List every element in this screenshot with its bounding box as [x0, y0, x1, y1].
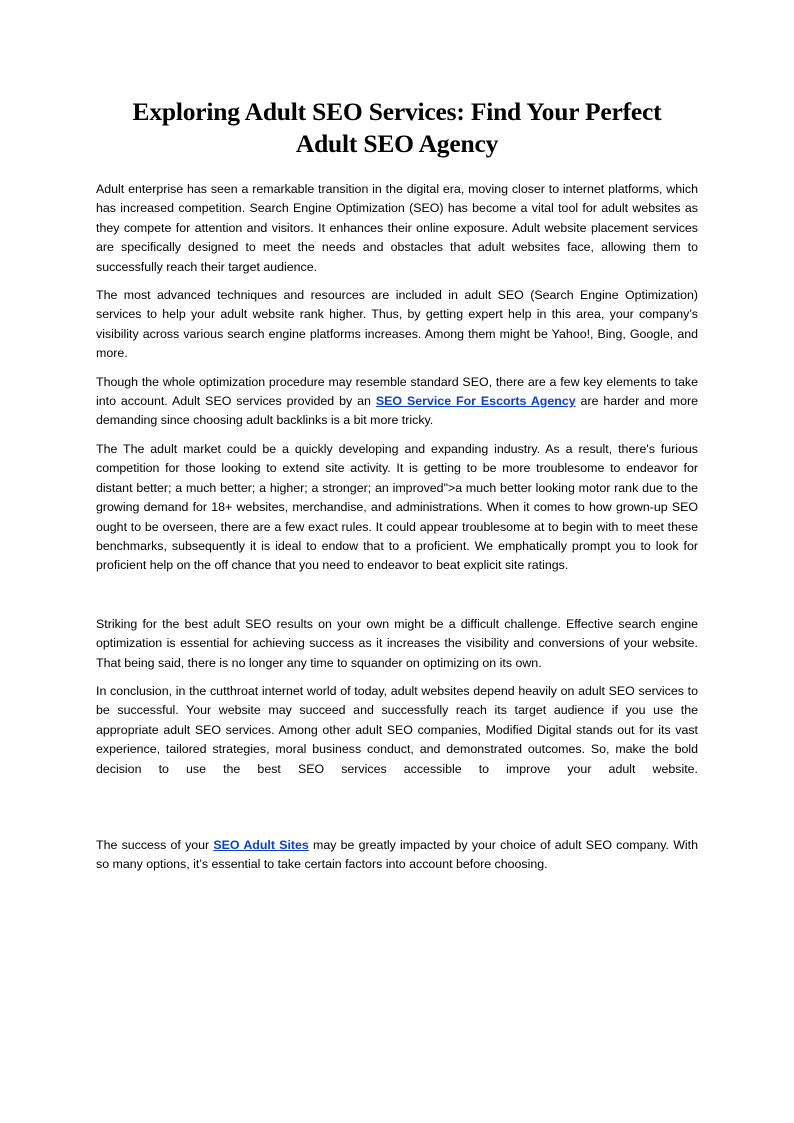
paragraph-success-text-start: The success of your [96, 837, 214, 852]
paragraph-intro: Adult enterprise has seen a remarkable transition in the digital era, moving closer to internet platforms, which has increased competition. Search Engine Optimization (SEO) has become a vital tool for adult websites as they compete for attention and visitors. It enhances their online exposure. Adult website placement services are specifically designed to meet the needs and obstacles that adult websites face, allowing them to successfully reach their target audience. [96, 182, 698, 274]
title-line-2: Adult SEO Agency [295, 129, 499, 158]
paragraph-optimization [96, 373, 698, 431]
paragraph-optimization-text-end: are harder and more demanding since choosing adult backlinks is a bit more tricky. [96, 394, 698, 428]
seo-escorts-agency-link[interactable]: SEO Service For Escorts Agency [375, 394, 576, 409]
paragraph-success [96, 836, 698, 875]
paragraph-success-text-end: may be greatly impacted by your choice of adult SEO company. With so many options, it’s essential to take certain factors into account before choosing. [96, 837, 698, 872]
title-line-1: Exploring Adult SEO Services: Find Your Perfect [132, 97, 662, 126]
paragraph-market: The The adult market could be a quickly developing and expanding industry. As a result, there's furious competition for those looking to extend site activity. It is getting to be more troublesome to endeavor for distant better; a much better; a higher; a stronger; an improved">a much better looking motor rank due to the growing demand for 18+ websites, merchandise, and administrations. When it comes to how grown-up SEO ought to be overseen, there are a few exact rules. It could appear troublesome at to begin with to meet these benchmarks, subsequently it is ideal to endow that to a proficient. We emphatically prompt you to look for proficient help on the off chance that you need to endeavor to beat explicit site ratings. [96, 441, 698, 573]
page-title [96, 96, 698, 160]
paragraph-challenge: Striking for the best adult SEO results on your own might be a difficult challenge. Effective search engine optimization is essential for achieving success as it increases the visibility and conversions of your website. That being said, there is no longer any time to squander on optimizing on its own. [96, 616, 698, 670]
seo-adult-sites-link[interactable]: SEO Adult Sites [213, 837, 309, 852]
spacer [96, 788, 698, 836]
document-page [96, 96, 698, 884]
paragraph-conclusion: In conclusion, in the cutthroat internet world of today, adult websites depend heavily on adult SEO services to be successful. Your website may succeed and successfully reach its target audience if you use the appropriate adult SEO services. Among other adult SEO companies, Modified Digital stands out for its vast experience, tailored strategies, moral business conduct, and demonstrated outcomes. So, make the bold decision to use the best SEO services accessible to improve your adult website. [96, 683, 698, 776]
paragraph-optimization-text-start: Though the whole optimization procedure may resemble standard SEO, there are a few key elements to take into account. Adult SEO services provided by an [96, 374, 698, 409]
paragraph-techniques: The most advanced techniques and resources are included in adult SEO (Search Engine Optimization) services to help your adult website rank higher. Thus, by getting expert help in this area, your company’s visibility across various search engine platforms increases. Among them might be Yahoo!, Bing, Google, and more. [96, 288, 698, 361]
spacer [96, 585, 698, 615]
